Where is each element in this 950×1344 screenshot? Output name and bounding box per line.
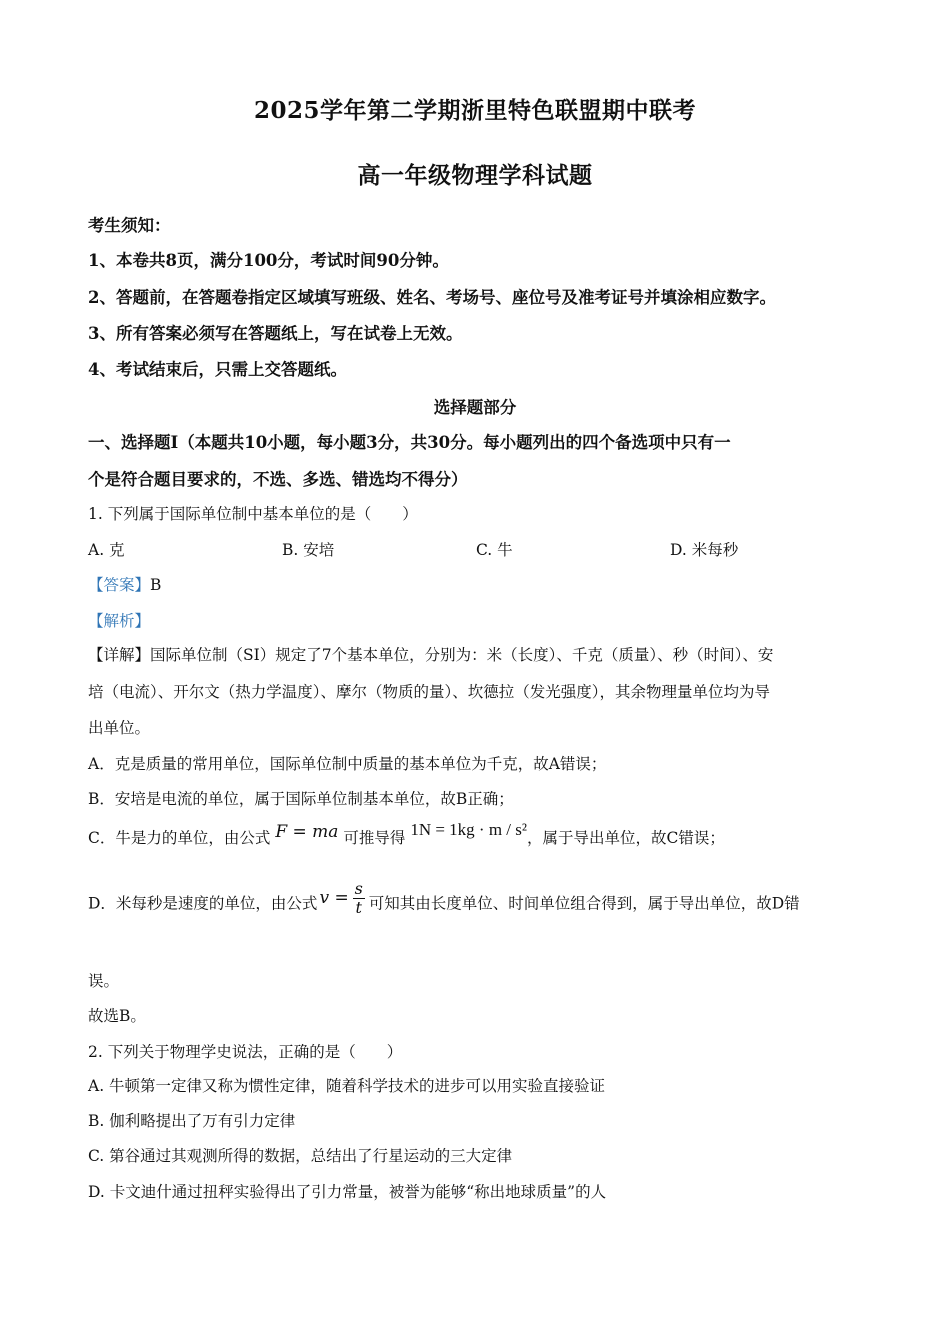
- section-instruction-1: 一、选择题Ⅰ（本题共10小题，每小题3分，共30分。每小题列出的四个备选项中只有一: [88, 433, 731, 452]
- q1-detail-1: 【详解】国际单位制（SI）规定了7个基本单位，分别为：米（长度）、千克（质量）、秒（时间）、安: [88, 646, 774, 664]
- explain-c-mid: 可推导得: [343, 829, 406, 847]
- exam-subtitle: 高一年级物理学科试题: [357, 162, 593, 189]
- formula-f-ma: F = ma: [275, 822, 339, 842]
- q1-conclusion: 故选B。: [88, 1007, 146, 1025]
- q1-stem: 1. 下列属于国际单位制中基本单位的是（ ）: [88, 505, 418, 523]
- q1-explain-b: B．安培是电流的单位，属于国际单位制基本单位，故B正确；: [88, 790, 514, 808]
- q1-explain-a: A．克是质量的常用单位，国际单位制中质量的基本单位为千克，故A错误；: [88, 755, 607, 773]
- q2-stem: 2. 下列关于物理学史说法，正确的是（ ）: [88, 1043, 403, 1061]
- notice-item-3: 3、所有答案必须写在答题纸上，写在试卷上无效。: [88, 324, 463, 343]
- formula-fraction: [353, 880, 365, 917]
- q2-option-c: C. 第谷通过其观测所得的数据，总结出了行星运动的三大定律: [88, 1147, 513, 1165]
- exam-title: 2025学年第二学期浙里特色联盟期中联考: [253, 97, 696, 124]
- explain-c-text: C．牛是力的单位，由公式: [88, 829, 271, 847]
- q1-explain-c: [88, 820, 725, 848]
- notice-item-2: 2、答题前，在答题卷指定区域填写班级、姓名、考场号、座位号及准考证号并填涂相应数字。: [88, 288, 776, 307]
- section-title: 选择题部分: [433, 398, 517, 417]
- q2-option-d: D. 卡文迪什通过扭秤实验得出了引力常量，被誉为能够“称出地球质量”的人: [88, 1183, 607, 1201]
- q1-detail-3: 出单位。: [88, 719, 151, 737]
- notice-item-4: 4、考试结束后，只需上交答题纸。: [88, 360, 347, 379]
- q1-explain-d-tail: 误。: [88, 972, 120, 990]
- notice-item-1: 1、本卷共8页，满分100分，考试时间90分钟。: [88, 251, 449, 270]
- q1-option-b: B. 安培: [282, 541, 335, 559]
- answer-value: B: [150, 576, 162, 594]
- answer-tag: 【答案】: [88, 576, 151, 594]
- q2-option-b: B. 伽利略提出了万有引力定律: [88, 1112, 296, 1130]
- formula-v-lhs: v =: [319, 887, 349, 908]
- explain-d-text: D．米每秒是速度的单位，由公式: [88, 894, 318, 913]
- fraction-denominator: t: [355, 898, 362, 917]
- notice-heading: 考生须知：: [88, 216, 171, 235]
- q1-answer: [88, 573, 161, 595]
- q1-detail-2: 培（电流）、开尔文（热力学温度）、摩尔（物质的量）、坎德拉（发光强度），其余物理量单位均为导: [88, 683, 771, 701]
- q1-explain-d: [88, 879, 800, 923]
- analysis-tag: 【解析】: [88, 612, 151, 630]
- q1-option-a: A. 克: [88, 541, 125, 559]
- explain-d-post: 可知其由长度单位、时间单位组合得到，属于导出单位，故D错: [368, 894, 800, 913]
- q1-option-c: C. 牛: [476, 541, 513, 559]
- explain-c-post: ，属于导出单位，故C错误；: [527, 829, 725, 847]
- q2-option-a: A. 牛顿第一定律又称为惯性定律，随着科学技术的进步可以用实验直接验证: [88, 1077, 606, 1095]
- formula-newton-unit: 1N = 1kg · m / s²: [410, 820, 527, 839]
- section-instruction-2: 个是符合题目要求的，不选、多选、错选均不得分）: [88, 470, 468, 489]
- q1-option-d: D. 米每秒: [670, 541, 739, 559]
- fraction-numerator: s: [354, 879, 363, 898]
